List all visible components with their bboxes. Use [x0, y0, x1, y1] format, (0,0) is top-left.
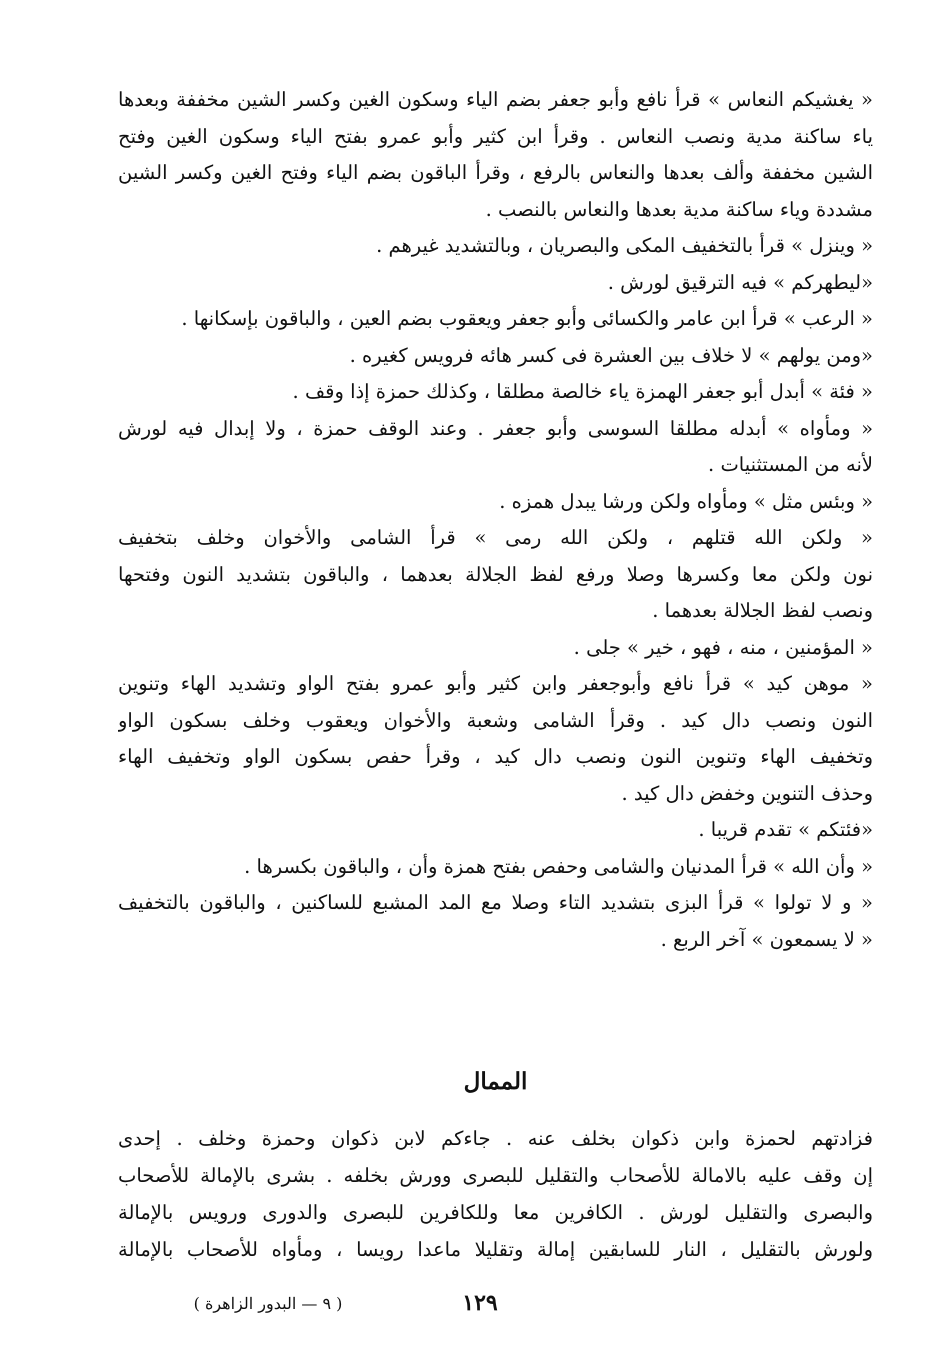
- text-line: فزادتهم لحمزة وابن ذكوان بخلف عنه . جاءكم لابن ذكوان وحمزة وخلف . إحدى: [118, 1127, 873, 1150]
- text-line: ونصب لفظ الجلالة بعدهما .: [652, 599, 873, 622]
- text-line: لأنه من المستثنيات .: [708, 453, 873, 476]
- text-line: « وينزل » قرأ بالتخفيف المكى والبصريان ، وبالتشديد غيرهم .: [376, 234, 873, 257]
- text-line: « الرعب » قرأ ابن عامر والكسائى وأبو جعفر ويعقوب بضم العين ، والباقون بإسكانها .: [181, 307, 873, 330]
- text-line: «فئتكم » تقدم قريبا .: [698, 818, 873, 841]
- text-line: « و لا تولوا » قرأ البزى بتشديد التاء وصلا مع المد المشبع للساكنين ، والباقون بالتخفيف: [118, 891, 873, 914]
- text-line: «ومن يولهم » لا خلاف بين العشرة فى كسر هائه فرويس كغيره .: [349, 343, 873, 367]
- text-line: الشين مخففة وألف بعدها والنعاس بالرفع ، وقرأ الباقون بضم الياء وفتح الغين وكسر الشين: [118, 161, 873, 184]
- text-line: مشددة وياء ساكنة مدية بعدها والنعاس بالنصب .: [485, 197, 873, 221]
- text-line: « يغشيكم النعاس » قرأ نافع وأبو جعفر بضم الياء وسكون الغين وكسر الشين مخففة وبعدها: [118, 88, 873, 111]
- text-line: « موهن كيد » قرأ نافع وأبوجعفر وابن كثير وأبو عمرو بفتح الواو وتشديد الهاء وتنوين: [118, 672, 873, 695]
- text-line: « فئة » أبدل أبو جعفر الهمزة ياء خالصة مطلقا ، وكذلك حمزة إذا وقف .: [292, 380, 873, 403]
- text-line: والبصرى والتقليل لورش . الكافرين معا وللكافرين للبصرى والدورى ورويس بالإمالة: [118, 1201, 873, 1224]
- text-line: ياء ساكنة مدية ونصب النعاس . وقرأ ابن كثير وأبو عمرو بفتح الياء وسكون الغين وفتح: [118, 124, 873, 148]
- text-line: وتخفيف الهاء وتنوين النون ونصب دال كيد ، وقرأ حفص بسكون الواو وتخفيف الهاء: [118, 745, 873, 768]
- text-line: وحذف التنوين وخفض دال كيد .: [621, 781, 873, 805]
- text-line: « المؤمنين ، منه ، فهو ، خير » جلى .: [573, 635, 873, 659]
- text-line: « لا يسمعون » آخر الربع .: [660, 927, 873, 951]
- text-line: «ليطهركم » فيه الترقيق لورش .: [607, 270, 873, 294]
- text-line: النون ونصب دال كيد . وقرأ الشامى وشعبة والأخوان ويعقوب وخلف بسكون الواو: [118, 708, 873, 732]
- text-line: ولورش بالتقليل ، النار للسابقين إمالة وتقليلا ماعدا رويسا ، ومأواه للأصحاب بالإمالة: [118, 1238, 873, 1261]
- page-number: ١٢٩: [462, 1290, 498, 1316]
- text-line: إن وقف عليه بالامالة للأصحاب والتقليل للبصرى وورش بخلفه . بشرى بالإمالة للأصحاب: [118, 1164, 873, 1187]
- text-line: « وبئس مثل » ومأواه ولكن ورشا يبدل همزه .: [499, 489, 873, 513]
- text-line: « ومأواه » أبدله مطلقا السوسى وأبو جعفر . وعند الوقف حمزة ، ولا إبدال فيه لورش: [118, 416, 873, 440]
- signature-mark: ( ٩ — البدور الزاهرة ): [193, 1294, 343, 1313]
- text-line: نون ولكن معا وكسرها وصلا ورفع لفظ الجلالة بعدهما ، والباقون بتشديد النون وفتحها: [118, 562, 873, 586]
- section-heading: الممال: [463, 1068, 528, 1095]
- text-line: « وأن الله » قرأ المدنيان والشامى وحفص بفتح همزة وأن ، والباقون بكسرها .: [244, 854, 873, 878]
- body-text-upper: [118, 82, 873, 958]
- text-line: « ولكن الله قتلهم ، ولكن الله رمى » قرأ الشامى والأخوان وخلف بتخفيف: [118, 526, 873, 549]
- body-text-lower: [118, 1120, 873, 1268]
